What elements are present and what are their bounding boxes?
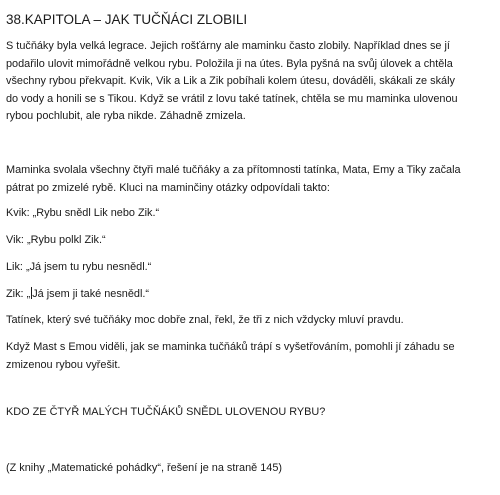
mast-paragraph xyxy=(6,339,455,374)
source-note: (Z knihy „Matematické pohádky“, řešení je na straně 145) xyxy=(6,462,283,474)
intro-line: všechny rybou překvapit. Kvik, Vik a Lik a Zik pobíhali kolem útesu, dováděli, skákali ze skály xyxy=(6,75,455,88)
intro-line: do vody a honili se s Tikou. Když se vrátil z lovu také tatínek, chtěla se mu maminka ulovenou xyxy=(6,92,458,105)
father-statement: Tatínek, který své tučňáky moc dobře znal, řekl, že tři z nich vždycky mluví pravdu. xyxy=(6,314,404,326)
meeting-paragraph xyxy=(6,162,461,197)
answer-zik-text: Já jsem ji také nesnědl.“ xyxy=(32,288,150,300)
meeting-line: pátrat po zmizelé rybě. Kluci na maminčiny otázky odpovídali takto: xyxy=(6,181,330,194)
answer-zik-prefix: Zik: „ xyxy=(6,288,31,300)
intro-line: rybou pochlubit, ale ryba nikde. Záhadně zmizela. xyxy=(6,110,246,123)
answer-kvik: Kvik: „Rybu snědl Lik nebo Zik.“ xyxy=(6,207,160,219)
chapter-title: 38.KAPITOLA – JAK TUČŇÁCI ZLOBILI xyxy=(6,12,248,27)
intro-paragraph xyxy=(6,38,458,126)
intro-line: S tučňáky byla velká legrace. Jejich rošťárny ale maminku často zlobily. Například dnes se jí xyxy=(6,40,450,52)
intro-line: podařilo ulovit mimořádně velkou rybu. Položila ji na útes. Byla pyšná na svůj úlovek a chtěla xyxy=(6,57,453,70)
mast-line: zmizenou rybou vyřešit. xyxy=(6,358,121,371)
meeting-line: Maminka svolala všechny čtyři malé tučňáky a za přítomnosti tatínka, Mata, Emy a Tiky začala xyxy=(6,164,461,176)
puzzle-question: KDO ZE ČTYŘ MALÝCH TUČŇÁKŮ SNĚDL ULOVENOU RYBU? xyxy=(6,406,326,418)
answer-lik: Lik: „Já jsem tu rybu nesnědl.“ xyxy=(6,261,152,273)
answer-vik: Vik: „Rybu polkl Zik.“ xyxy=(6,234,106,246)
answer-zik xyxy=(6,286,149,304)
mast-line: Když Mast s Emou viděli, jak se maminka tučňáků trápí s vyšetřováním, pomohli jí záhadu se xyxy=(6,341,455,353)
